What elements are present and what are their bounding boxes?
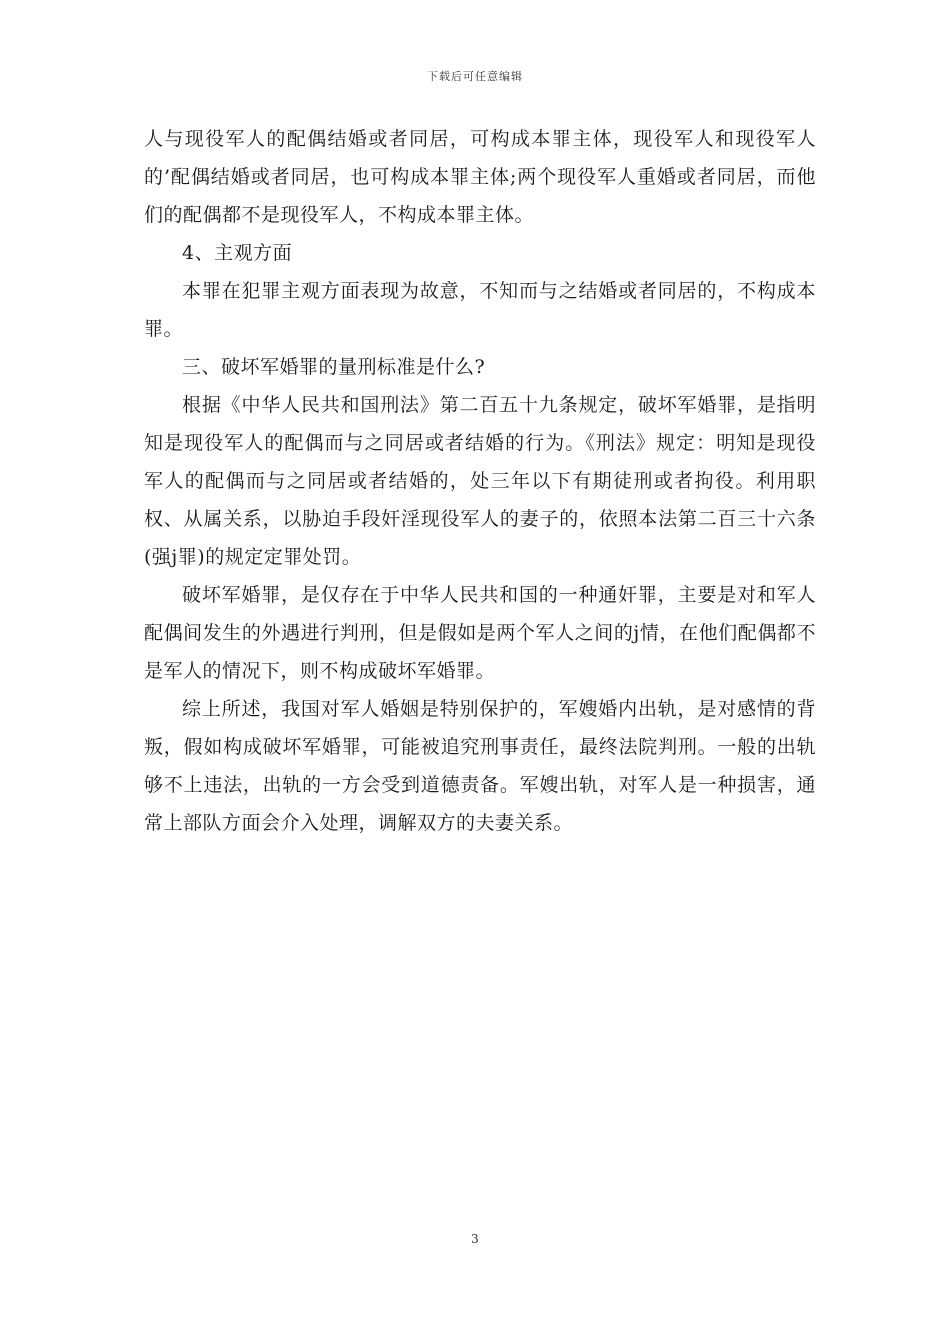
paragraph-definition: 破坏军婚罪，是仅存在于中华人民共和国的一种通奸罪，主要是对和军人配偶间发生的外遇进行判刑，但是假如是两个军人之间的j情，在他们配偶都不是军人的情况下，则不构成破坏军婚罪。 <box>144 584 816 682</box>
paragraph-summary: 综上所述，我国对军人婚姻是特别保护的，军嫂婚内出轨，是对感情的背叛，假如构成破坏军婚罪，可能被追究刑事责任，最终法院判刑。一般的出轨够不上违法，出轨的一方会受到道德责备。军嫂出轨，对军人是一种损害，通常上部队方面会介入处理，调解双方的夫妻关系。 <box>144 698 816 834</box>
section-heading-sentencing: 三、破坏军婚罪的量刑标准是什么? <box>182 356 486 378</box>
document-body <box>144 120 816 842</box>
paragraph-continuation: 人与现役军人的配偶结婚或者同居，可构成本罪主体，现役军人和现役军人的’配偶结婚或者同居，也可构成本罪主体;两个现役军人重婚或者同居，而他们的配偶都不是现役军人，不构成本罪主体。 <box>144 128 816 226</box>
page-number: 3 <box>471 1232 479 1246</box>
paragraph-criminal-law: 根据《中华人民共和国刑法》第二百五十九条规定，破坏军婚罪，是指明知是现役军人的配偶而与之同居或者结婚的行为。《刑法》规定：明知是现役军人的配偶而与之同居或者结婚的，处三年以下有期徒刑或者拘役。利用职权、从属关系，以胁迫手段奸淫现役军人的妻子的，依照本法第二百三十六条(强j罪)的规定定罪处罚。 <box>144 394 816 568</box>
page-header: 下载后可任意编辑 <box>427 70 523 83</box>
section-heading-subjective: 4、主观方面 <box>182 242 293 264</box>
paragraph-subjective: 本罪在犯罪主观方面表现为故意，不知而与之结婚或者同居的，不构成本罪。 <box>144 280 816 340</box>
